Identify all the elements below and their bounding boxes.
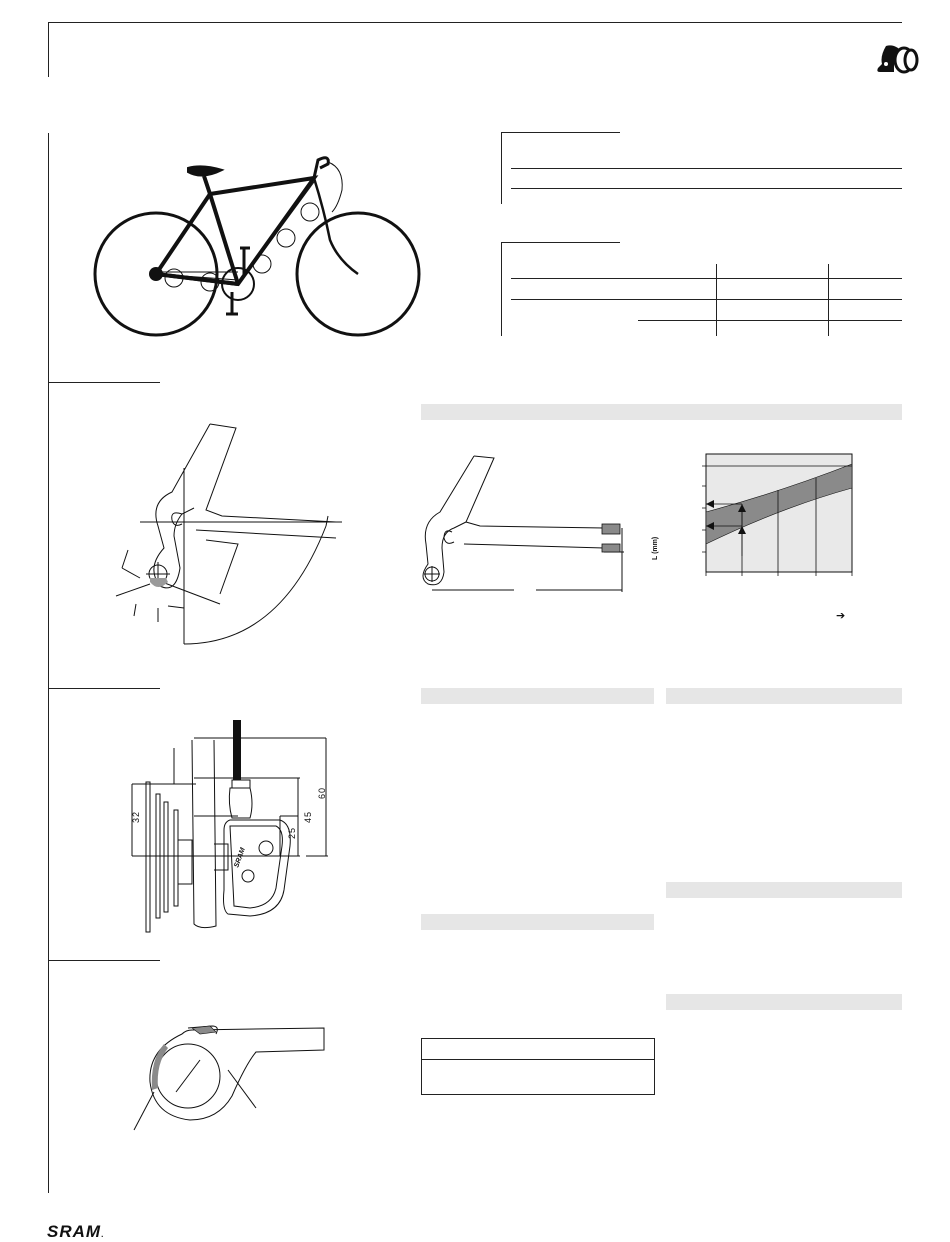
arrow-right-icon: ➔ [836, 609, 846, 622]
spec-box-1-row [511, 188, 902, 189]
spec-box-2-row [638, 320, 902, 321]
notice-box-separator [422, 1059, 654, 1060]
spec-box-2-row [511, 278, 902, 279]
dimension-45: 45 [303, 810, 314, 824]
spec-box-2 [501, 242, 902, 336]
spec-box-1-row [511, 168, 902, 169]
section-rule [48, 688, 160, 689]
spec-box-2-col [716, 264, 717, 336]
bicycle-cable-routing-diagram [92, 150, 422, 340]
spec-box-2-header-rule [502, 242, 620, 243]
page-left-rule [48, 133, 49, 1193]
section-header-bar [421, 404, 902, 420]
clamp-detail-diagram [128, 1020, 338, 1140]
section-header-bar [421, 688, 654, 704]
notice-box [421, 1038, 655, 1095]
section-rule [48, 382, 160, 383]
dimension-32: 32 [131, 810, 142, 824]
dimension-25: 25 [287, 826, 298, 840]
section-header-bar [666, 688, 902, 704]
spec-box-2-row [511, 299, 902, 300]
cable-length-chart [670, 452, 860, 582]
tool-roll-icon [872, 42, 922, 78]
section-header-bar [666, 994, 902, 1010]
brand-logo [47, 1222, 104, 1242]
section-header-bar [421, 914, 654, 930]
derailleur-hanger-angle-diagram [110, 418, 350, 658]
section-rule [48, 960, 160, 961]
svg-text:SRAM: SRAM [233, 846, 247, 869]
shifter-mounting-diagram [120, 720, 360, 940]
chainstay-length-diagram [414, 452, 634, 602]
page-top-rule [48, 22, 902, 23]
spec-box-1 [501, 132, 902, 204]
spec-box-1-header-rule [502, 132, 620, 133]
brand-name: SRAM [47, 1222, 102, 1241]
spec-box-2-col [828, 264, 829, 336]
section-header-bar [666, 882, 902, 898]
page-left-rule-top [48, 22, 49, 77]
brand-mark: . [101, 1230, 105, 1239]
chart-y-axis-label: L (mm) [652, 536, 659, 560]
dimension-60: 60 [317, 786, 328, 800]
